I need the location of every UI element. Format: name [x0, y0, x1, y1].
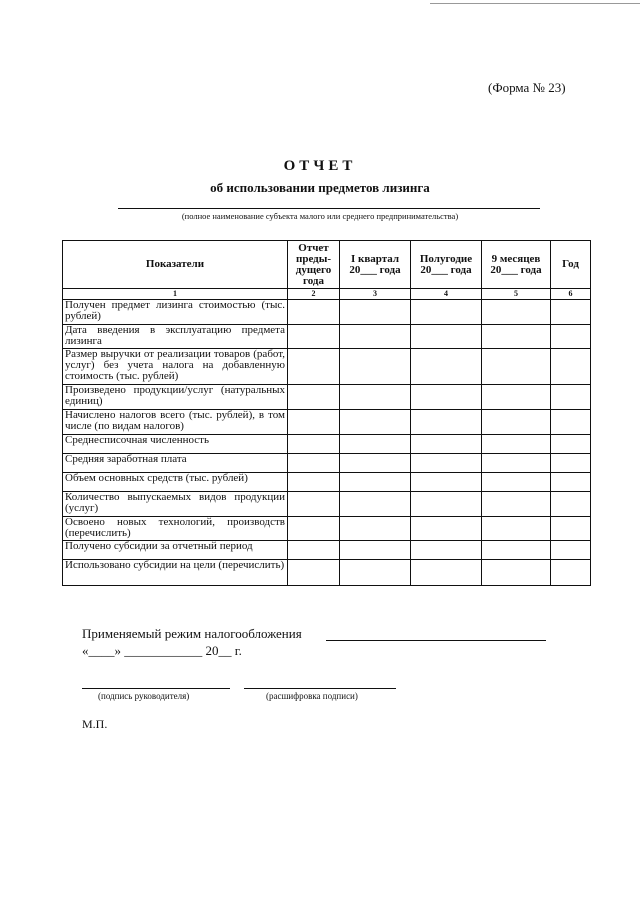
value-cell[interactable]	[482, 560, 551, 586]
row-label: Получено субсидии за отчетный период	[63, 541, 288, 560]
table-row	[63, 492, 591, 517]
table-row	[63, 454, 591, 473]
value-cell[interactable]	[551, 541, 591, 560]
value-cell[interactable]	[288, 435, 340, 454]
value-cell[interactable]	[340, 410, 411, 435]
value-cell[interactable]	[482, 541, 551, 560]
header-cell: Год	[551, 241, 591, 289]
value-cell[interactable]	[551, 325, 591, 349]
table-row	[63, 517, 591, 541]
row-label: Средняя заработная плата	[63, 454, 288, 473]
value-cell[interactable]	[551, 560, 591, 586]
table-row	[63, 541, 591, 560]
header-row	[63, 241, 591, 289]
signature-decoding-line[interactable]	[244, 688, 396, 689]
value-cell[interactable]	[482, 454, 551, 473]
column-number: 4	[411, 289, 482, 300]
row-label: Объем основных средств (тыс. рублей)	[63, 473, 288, 492]
entity-name-line[interactable]	[118, 208, 540, 209]
header-cell: Показатели	[63, 241, 288, 289]
report-title: ОТЧЕТ	[283, 158, 357, 174]
value-cell[interactable]	[411, 473, 482, 492]
signature-line[interactable]	[82, 688, 230, 689]
table-row	[63, 325, 591, 349]
value-cell[interactable]	[340, 300, 411, 325]
value-cell[interactable]	[288, 454, 340, 473]
table-row	[63, 349, 591, 385]
value-cell[interactable]	[482, 325, 551, 349]
value-cell[interactable]	[340, 560, 411, 586]
value-cell[interactable]	[340, 349, 411, 385]
value-cell[interactable]	[482, 385, 551, 410]
value-cell[interactable]	[288, 492, 340, 517]
value-cell[interactable]	[288, 410, 340, 435]
value-cell[interactable]	[482, 349, 551, 385]
value-cell[interactable]	[482, 473, 551, 492]
value-cell[interactable]	[288, 385, 340, 410]
table-row	[63, 385, 591, 410]
signature-caption: (подпись руководителя)	[98, 691, 190, 701]
row-label: Количество выпускаемых видов продукции (услуг)	[63, 492, 288, 517]
value-cell[interactable]	[551, 454, 591, 473]
row-label: Получен предмет лизинга стоимостью (тыс. рублей)	[63, 300, 288, 325]
table-row	[63, 300, 591, 325]
table-row	[63, 435, 591, 454]
signature-decoding-caption: (расшифровка подписи)	[266, 691, 358, 701]
value-cell[interactable]	[411, 435, 482, 454]
top-edge-line	[430, 3, 640, 4]
tax-regime-label: Применяемый режим налогообложения	[82, 626, 302, 641]
value-cell[interactable]	[551, 385, 591, 410]
value-cell[interactable]	[340, 435, 411, 454]
value-cell[interactable]	[551, 517, 591, 541]
column-number-row	[63, 289, 591, 300]
tax-regime-field[interactable]	[326, 640, 546, 641]
value-cell[interactable]	[340, 541, 411, 560]
value-cell[interactable]	[482, 492, 551, 517]
report-table	[62, 240, 591, 586]
date-field[interactable]: «____» ____________ 20__ г.	[82, 643, 242, 658]
value-cell[interactable]	[551, 473, 591, 492]
column-number: 6	[551, 289, 591, 300]
row-label: Начислено налогов всего (тыс. рублей), в том числе (по видам налогов)	[63, 410, 288, 435]
value-cell[interactable]	[288, 300, 340, 325]
value-cell[interactable]	[411, 410, 482, 435]
value-cell[interactable]	[411, 349, 482, 385]
row-label: Среднесписочная численность	[63, 435, 288, 454]
header-cell: I квартал 20___ года	[340, 241, 411, 289]
value-cell[interactable]	[411, 517, 482, 541]
row-label: Использовано субсидии на цели (перечислить)	[63, 560, 288, 586]
value-cell[interactable]	[482, 435, 551, 454]
column-number: 5	[482, 289, 551, 300]
value-cell[interactable]	[482, 517, 551, 541]
column-number: 1	[63, 289, 288, 300]
value-cell[interactable]	[411, 300, 482, 325]
value-cell[interactable]	[340, 473, 411, 492]
column-number: 3	[340, 289, 411, 300]
value-cell[interactable]	[288, 541, 340, 560]
value-cell[interactable]	[411, 454, 482, 473]
stamp-label: М.П.	[82, 717, 108, 731]
value-cell[interactable]	[340, 325, 411, 349]
value-cell[interactable]	[551, 435, 591, 454]
value-cell[interactable]	[340, 454, 411, 473]
value-cell[interactable]	[340, 492, 411, 517]
value-cell[interactable]	[411, 560, 482, 586]
table-row	[63, 473, 591, 492]
value-cell[interactable]	[411, 541, 482, 560]
form-number: (Форма № 23)	[488, 80, 566, 95]
row-label: Размер выручки от реализации товаров (работ, услуг) без учета налога на добавленную стоимость (тыс. рублей)	[63, 349, 288, 385]
header-cell: Полугодие 20___ года	[411, 241, 482, 289]
row-label: Освоено новых технологий, производств (перечислить)	[63, 517, 288, 541]
value-cell[interactable]	[288, 349, 340, 385]
table-row	[63, 560, 591, 586]
header-cell: 9 месяцев 20___ года	[482, 241, 551, 289]
value-cell[interactable]	[411, 385, 482, 410]
value-cell[interactable]	[482, 410, 551, 435]
value-cell[interactable]	[288, 325, 340, 349]
value-cell[interactable]	[340, 385, 411, 410]
header-cell: Отчет преды-дущего года	[288, 241, 340, 289]
value-cell[interactable]	[551, 300, 591, 325]
value-cell[interactable]	[411, 325, 482, 349]
value-cell[interactable]	[551, 410, 591, 435]
row-label: Произведено продукции/услуг (натуральных единиц)	[63, 385, 288, 410]
value-cell[interactable]	[551, 349, 591, 385]
value-cell[interactable]	[340, 517, 411, 541]
value-cell[interactable]	[411, 492, 482, 517]
value-cell[interactable]	[482, 300, 551, 325]
value-cell[interactable]	[551, 492, 591, 517]
entity-name-caption: (полное наименование субъекта малого или среднего предпринимательства)	[181, 211, 459, 221]
row-label: Дата введения в эксплуатацию предмета лизинга	[63, 325, 288, 349]
report-subtitle: об использовании предметов лизинга	[210, 180, 430, 195]
value-cell[interactable]	[288, 517, 340, 541]
column-number: 2	[288, 289, 340, 300]
table-row	[63, 410, 591, 435]
value-cell[interactable]	[288, 560, 340, 586]
value-cell[interactable]	[288, 473, 340, 492]
